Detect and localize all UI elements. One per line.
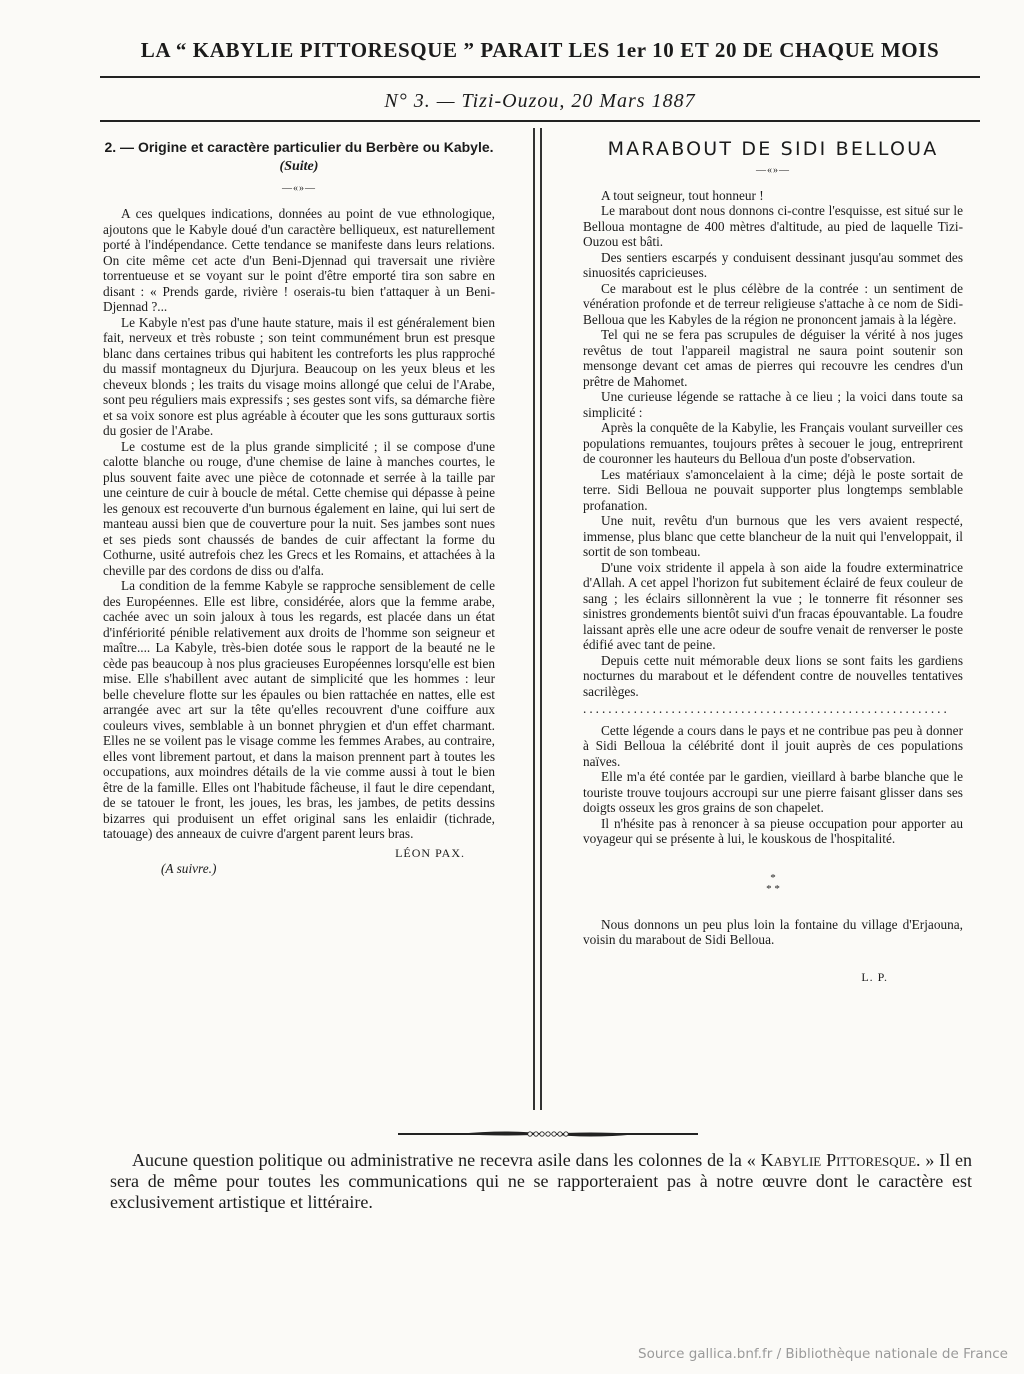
paragraph: Tel qui ne se fera pas scrupules de déguiser la vérité à nos juges revêtus de tout l'appareil magistral ne saura point soutenir son mensonge devant cet amas de pierres qui recouvre les cendres d'un prêtre de Mahomet.	[583, 327, 963, 389]
paragraph: Des sentiers escarpés y conduisent dessinant jusqu'au sommet des sinuosités capricieuses.	[583, 249, 963, 280]
source-credit: Source gallica.bnf.fr / Bibliothèque nationale de France	[638, 1346, 1008, 1362]
dotted-separator: ..........................................................	[583, 701, 950, 716]
asterism	[583, 873, 963, 895]
paragraph: La condition de la femme Kabyle se rapproche sensiblement de celle des Européennes. Elle est libre, considérée, alors que la femme arabe, cachée avec un soin jaloux à tous les regards, est placée dans un état d'infériorité pénible relativement aux droits de l'homme son seigneur et maître.... La Kabyle, très-bien dotée sous le rapport de la beauté ne le cède pas beaucoup à nos plus gracieuses Européennes lorsqu'elle est bien mise. Elle s'habillent avec autant de simplicité que les hommes : leur belle chevelure flotte sur les épaules ou bien rattachée en nattes, elle est arrangée avec art sur la tête qu'elles recouvrent d'une coiffure aux couleurs vives, semblable à un bonnet phrygien et d'un effet charmant. Elles ne se voilent pas le visage comme les femmes Arabes, au contraire, elles vont librement partout, et dans la maison prennent part à toutes les occupations, aux moindres détails de la vie comme aussi à tout le bien être de la famille. Elles ont l'habitude fâcheuse, il faut le dire cependant, de se tatouer le front, les joues, les bras, les jambes, de petits dessins bizarres qui produisent un effet original sans les enlaidir (tichrade, tatouage) des anneaux de cuivre d'argent parent leurs bras.	[103, 578, 495, 841]
paragraph: Elle m'a été contée par le gardien, vieillard à barbe blanche que le touriste trouve toujours accroupi sur une pierre faisant glisser dans ses doigts osseux les gros grains de son chapelet.	[583, 769, 963, 815]
column-divider	[533, 128, 535, 1110]
paragraph: A ces quelques indications, données au point de vue ethnologique, ajoutons que le Kabyle doué d'un caractère belliqueux, est naturellement porté à l'indépendance. Cette tendance se manifeste dans leurs relations. On cite même cet acte d'un Beni-Djennad qui traversait une rivière torrentueuse et se voyant sur le point d'être emporté tira son sabre en disant : « Prends garde, rivière ! oserais-tu bien t'attaquer à un Beni-Djennad ?...	[103, 206, 495, 314]
decorative-rule-ornament	[398, 1127, 698, 1141]
paragraph: Une nuit, revêtu d'un burnous que les vers avaient respecté, immense, plus blanc que cette blancheur de la nuit qui l'enveloppait, il sortit de son tombeau.	[583, 513, 963, 559]
paragraph: Après la conquête de la Kabylie, les Français voulant surveiller ces populations remuantes, toujours prêtes à secouer le joug, entreprirent de couronner les hauteurs du Belloua d'un poste d'observation.	[583, 420, 963, 466]
section-heading-suite: (Suite)	[279, 159, 319, 174]
paragraph: Ce marabout est le plus célèbre de la contrée : un sentiment de vénération profonde et de terreur religieuse s'attache à ce nom de Sidi-Belloua que les Kabyles de la région ne prononcent jamais à la légère.	[583, 280, 963, 327]
masthead-title: LA “ KABYLIE PITTORESQUE ” PARAIT LES 1er 10 ET 20 DE CHAQUE MOIS	[140, 38, 940, 62]
notice-text-before: Aucune question politique ou administrative ne recevra asile dans les colonnes de la «	[132, 1150, 761, 1170]
asterism-top: *	[770, 871, 776, 884]
to-be-continued: (A suivre.)	[161, 861, 217, 876]
ornament: —«»—	[282, 183, 316, 194]
author-signature: L. P.	[861, 969, 888, 984]
notice-text-after: . » Il en sera de même pour toutes les communications qui ne se rapporteraient pas à notre œuvre dont le caractère est exclusivement artistique et littéraire.	[110, 1150, 973, 1212]
closing-paragraph: Nous donnons un peu plus loin la fontaine du village d'Erjaouna, voisin du marabout de Sidi Belloua.	[583, 916, 963, 947]
editorial-notice	[110, 1150, 972, 1213]
paragraph: Il n'hésite pas à renoncer à sa pieuse occupation pour apporter au voyageur qui se présente à lui, le kouskous de l'hospitalité.	[583, 815, 963, 846]
ornament: —«»—	[756, 164, 790, 176]
notice-publication-name: Kabylie Pittoresque	[760, 1150, 917, 1170]
paragraph: Depuis cette nuit mémorable deux lions se sont faits les gardiens nocturnes du marabout et le défendent contre de nouvelles tentatives sacrilèges.	[583, 652, 963, 699]
paragraph: A tout seigneur, tout honneur !	[601, 187, 764, 203]
masthead-rule-top	[100, 76, 980, 78]
left-column	[103, 138, 495, 877]
masthead-rule-bottom	[100, 120, 980, 122]
asterism-bottom: * *	[766, 882, 780, 895]
paragraph: Une curieuse légende se rattache à ce lieu ; la voici dans toute sa simplicité :	[583, 389, 963, 420]
article-title: MARABOUT DE SIDI BELLOUA	[607, 138, 939, 160]
column-divider-2	[540, 128, 542, 1110]
paragraph: Le marabout dont nous donnons ci-contre l'esquisse, est situé sur le Belloua montagne de 400 mètres d'altitude, au pied de laquelle Tizi-Ouzou est bâti.	[583, 203, 963, 249]
paragraph: Le costume est de la plus grande simplicité ; il se compose d'une calotte blanche ou rouge, d'une chemise de laine à manches courtes, le plus souvent faite avec une pièce de cotonnade et serrée à la taille par une ceinture de cuir à boucle de métal. Cette chemise qui dépasse à peine les genoux est recouverte d'un burnous également en laine, qui lui sert de manteau aussi bien que de couverture pour la nuit. Ses jambes sont nues et ses pieds sont chaussés de bandes de cuir affectant la forme du Cothurne, usité autrefois chez les Grecs et les Romains, et attachées à la cheville par des cordons de diss ou d'alfa.	[103, 438, 495, 578]
section-heading-text: 2. — Origine et caractère particulier du Berbère ou Kabyle.	[104, 139, 494, 155]
section-heading	[103, 138, 495, 176]
paragraph: Les matériaux s'amoncelaient à la cime; déjà le poste sortait de terre. Sidi Belloua ne pouvait supporter plus longtemps semblable profanation.	[583, 466, 963, 513]
issue-line: N° 3. — Tizi-Ouzou, 20 Mars 1887	[384, 90, 696, 112]
author-signature: LÉON PAX.	[395, 845, 465, 860]
paragraph: Le Kabyle n'est pas d'une haute stature, mais il est généralement bien fait, nerveux et très robuste ; son teint communément brun est presque blanc dans certaines tribus qui habitent les contreforts les plus rapproché du massif montagneux du Djurjura. Beaucoup on les yeux bleus et les cheveux blonds ; les traits du visage moins allongé que celui de l'Arabe, sont peu réguliers mais expressifs ; ses gestes sont vifs, sa démarche fière et sa voix sonore est plus agréable à écouter que les sons gutturaux sortis du gosier de l'Arabe.	[103, 314, 495, 438]
right-column	[583, 138, 963, 985]
paragraph: Cette légende a cours dans le pays et ne contribue pas peu à donner à Sidi Belloua la célébrité dont il jouit auprès de ces populations naïves.	[583, 722, 963, 769]
paragraph: D'une voix stridente il appela à son aide la foudre exterminatrice d'Allah. A cet appel l'horizon fut subitement éclairé de feux couleur de sang ; les éclairs sillonnèrent la vue ; le tonnerre fit résonner ses sinistres grondements bientôt suivi d'un fracas épouvantable. La foudre laissant après elle une acre odeur de soufre venait de renverser le poste édifié avec tant de peine.	[583, 559, 963, 652]
